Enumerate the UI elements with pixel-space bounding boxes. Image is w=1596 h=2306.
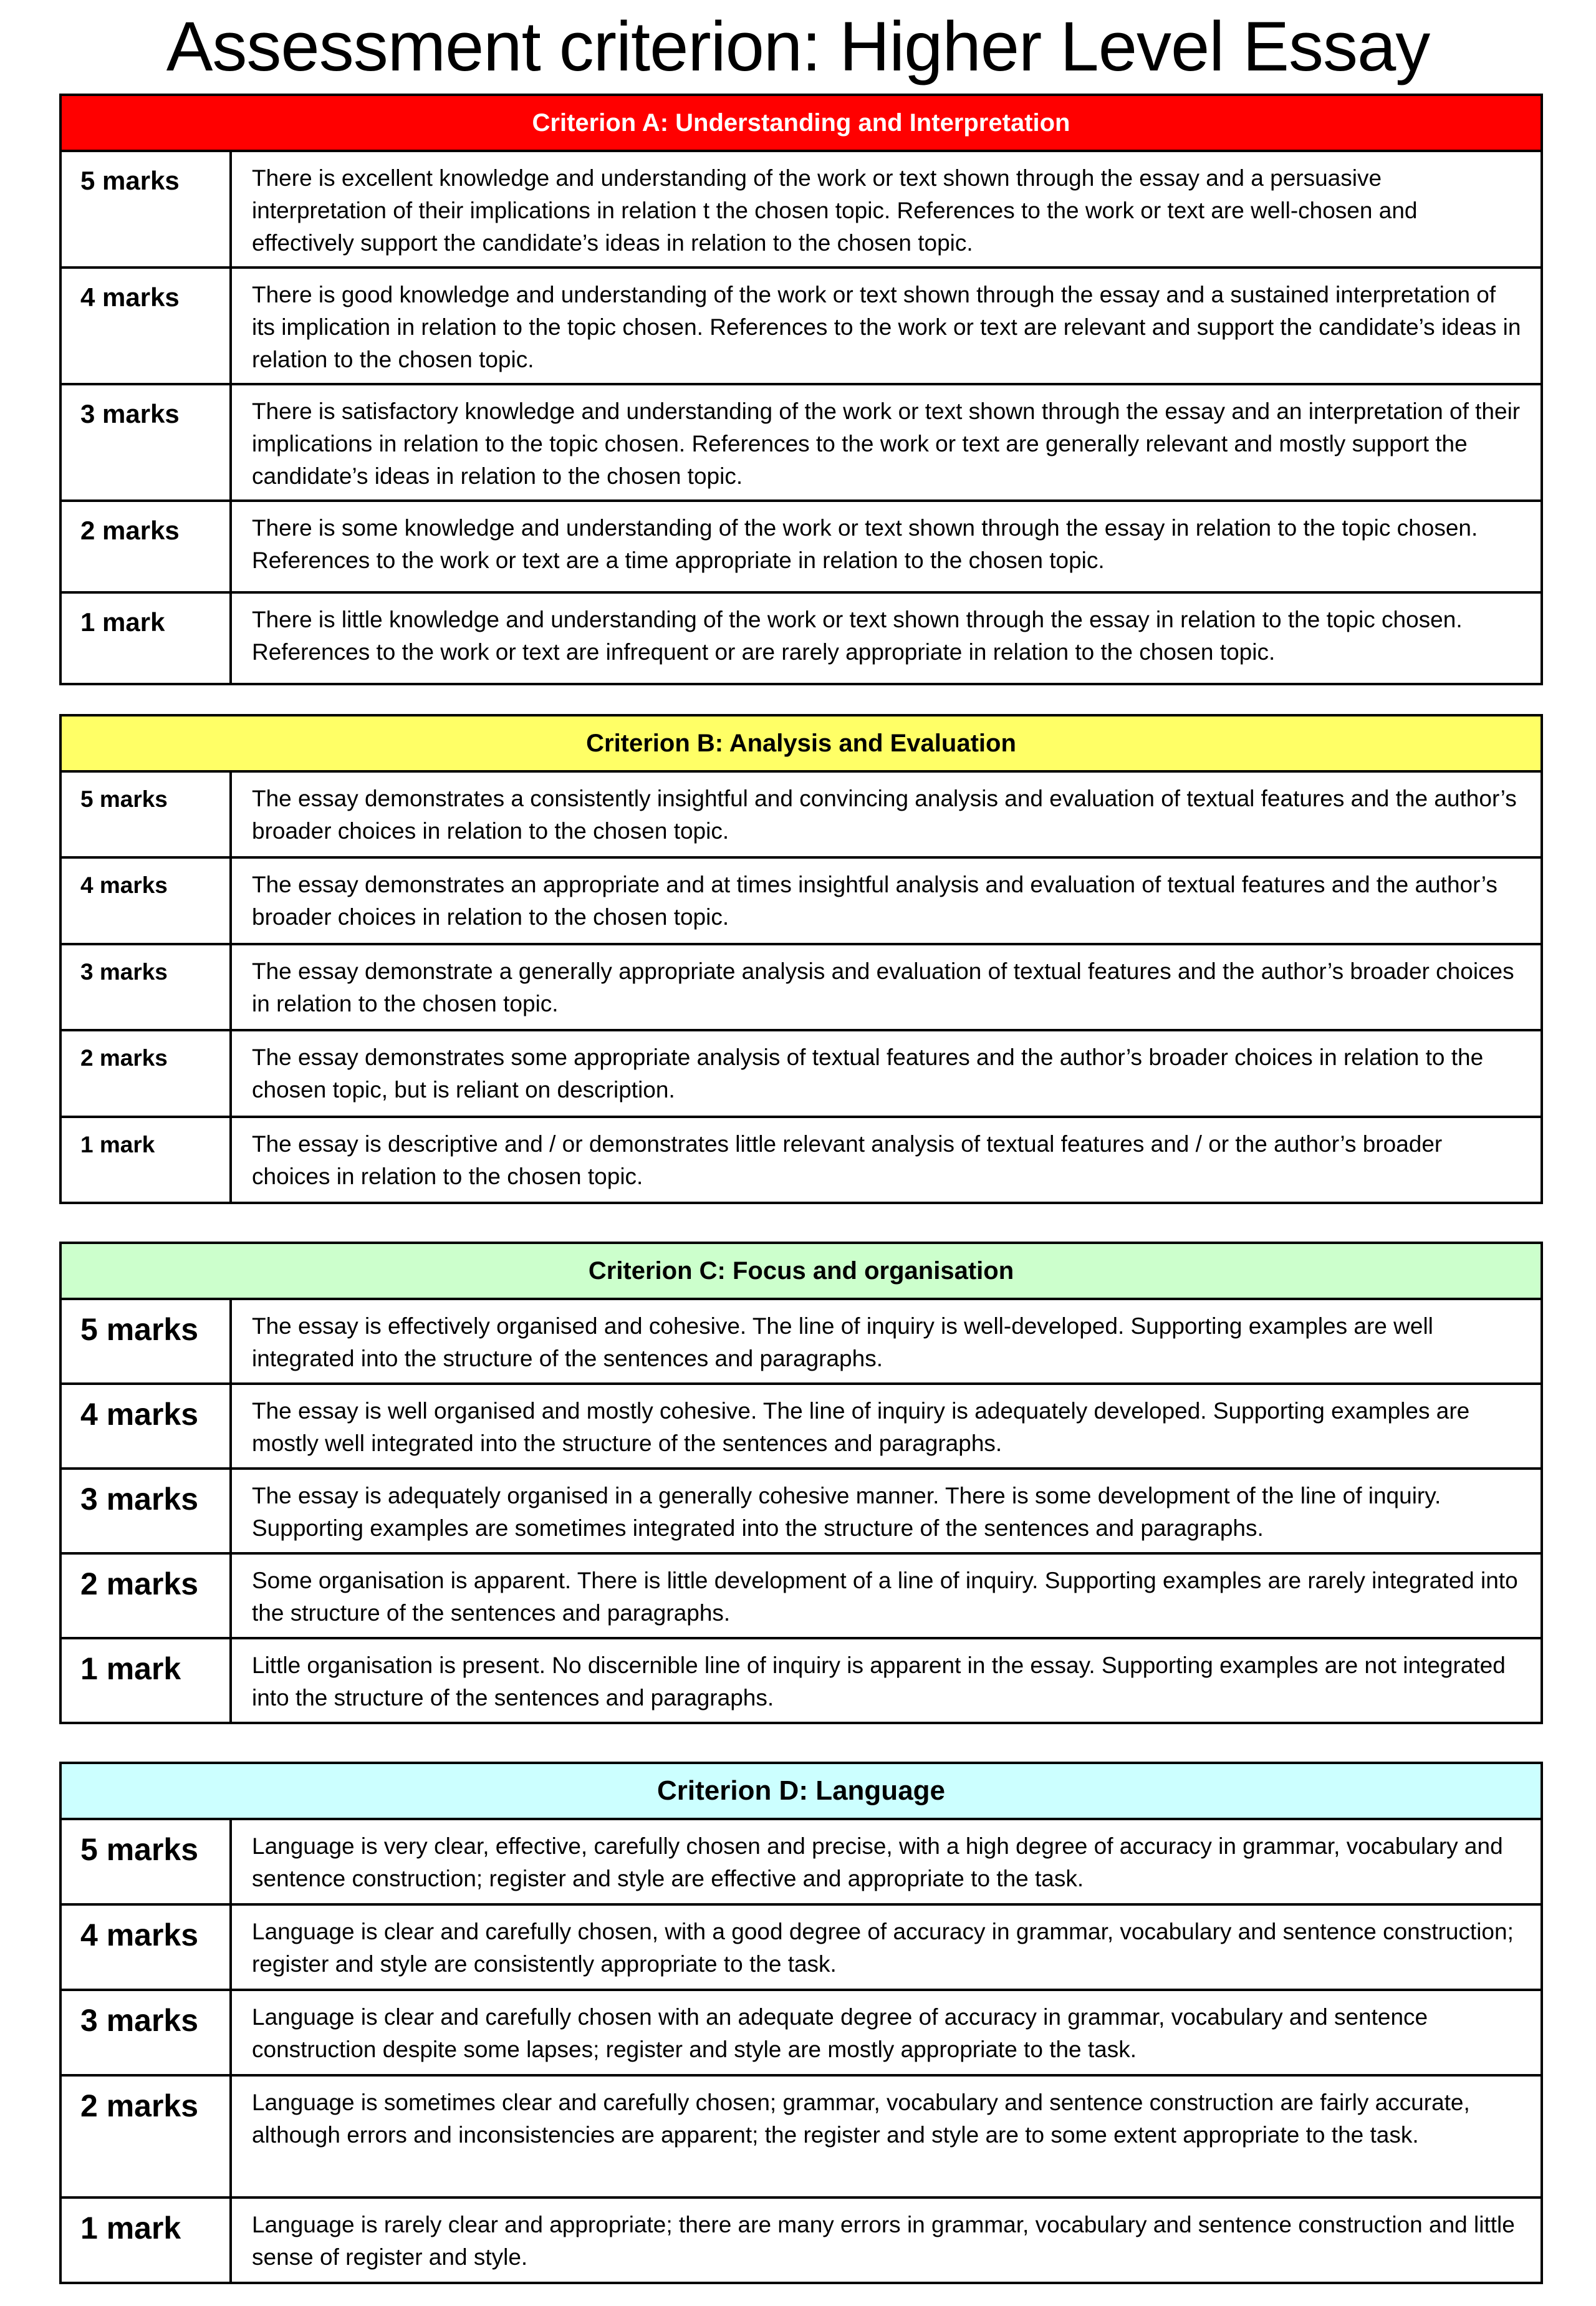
descriptor-text: The essay is well organised and mostly cohesive. The line of inquiry is adequately developed. Supporting examples are mostly well integrated into the structure of the sentences and paragraphs. [252,1398,1470,1456]
criterion-c-row-1 [62,1639,1541,1722]
descriptor-text: Language is clear and carefully chosen, with a good degree of accuracy in grammar, vocabulary and sentence construction; register and style are consistently appropriate to the task. [252,1918,1514,1977]
mark-label: 5 marks [62,1820,232,1903]
criterion-a-table [59,94,1543,685]
mark-label: 1 mark [62,594,232,683]
descriptor-text: The essay demonstrates some appropriate analysis of textual features and the author’s broader choices in relation to the chosen topic, but is reliant on description. [252,1044,1484,1103]
descriptor-text: The essay demonstrates a consistently insightful and convincing analysis and evaluation of textual features and the author’s broader choices in relation to the chosen topic. [252,786,1517,844]
criterion-c-table [59,1242,1543,1724]
descriptor-text: There is little knowledge and understanding of the work or text shown through the essay in relation to the topic chosen. References to the work or text are infrequent or are rarely appropriate in relation to the chosen topic. [252,607,1463,665]
criterion-b-row-3 [62,945,1541,1031]
criterion-b-row-1 [62,1118,1541,1202]
descriptor-text: Language is very clear, effective, carefully chosen and precise, with a high degree of accuracy in grammar, vocabulary and sentence construction; register and style are effective and appropriate to the task. [252,1833,1503,1891]
criterion-c-row-2 [62,1555,1541,1639]
descriptor-text: There is excellent knowledge and understanding of the work or text shown through the essay and a persuasive interpretation of their implications in relation t the chosen topic. References to the work or text are well-chosen and effectively support the candidate’s ideas in relation to the chosen topic. [252,165,1418,256]
descriptor-text: Language is rarely clear and appropriate; there are many errors in grammar, vocabulary and sentence construction and little sense of register and style. [252,2212,1515,2270]
mark-label: 5 marks [62,152,232,266]
descriptor-text: Language is clear and carefully chosen with an adequate degree of accuracy in grammar, vocabulary and sentence construction despite some lapses; register and style are mostly appropriate to the task. [252,2004,1428,2062]
criterion-d-header: Criterion D: Language [62,1764,1541,1820]
mark-label: 1 mark [62,1639,232,1722]
mark-label: 4 marks [62,269,232,383]
descriptor-text: There is good knowledge and understanding of the work or text shown through the essay and a sustained interpretation of its implication in relation to the topic chosen. References to the work or text are relevant and support the candidate’s ideas in relation to the chosen topic. [252,282,1521,373]
criterion-d-row-4 [62,1906,1541,1991]
criterion-d-row-5 [62,1820,1541,1906]
descriptor-text: The essay is adequately organised in a generally cohesive manner. There is some development of the line of inquiry. Supporting examples are sometimes integrated into the structure of the sentences and paragraphs. [252,1483,1441,1541]
mark-label: 2 marks [62,1031,232,1115]
criterion-a-row-4 [62,269,1541,385]
criterion-c-header: Criterion C: Focus and organisation [62,1244,1541,1300]
criterion-c-row-4 [62,1385,1541,1470]
descriptor-text: There is satisfactory knowledge and understanding of the work or text shown through the essay and an interpretation of their implications in relation to the topic chosen. References to the work or text are generally relevant and mostly support the candidate’s ideas in relation to the chosen topic. [252,398,1521,490]
criterion-c-row-3 [62,1470,1541,1555]
criterion-d-row-3 [62,1991,1541,2077]
descriptor-text: There is some knowledge and understanding of the work or text shown through the essay in relation to the topic chosen. References to the work or text are a time appropriate in relation to the chosen topic. [252,515,1478,574]
criterion-a-row-5 [62,152,1541,269]
criterion-d-row-2 [62,2077,1541,2199]
mark-label: 2 marks [62,1555,232,1637]
mark-label: 4 marks [62,1385,232,1467]
criterion-b-header: Criterion B: Analysis and Evaluation [62,716,1541,773]
descriptor-text: The essay demonstrates an appropriate and at times insightful analysis and evaluation of textual features and the author’s broader choices in relation to the chosen topic. [252,872,1497,930]
mark-label: 5 marks [62,773,232,856]
mark-label: 1 mark [62,1118,232,1202]
descriptor-text: The essay is descriptive and / or demonstrates little relevant analysis of textual features and / or the author’s broader choices in relation to the chosen topic. [252,1131,1443,1189]
mark-label: 3 marks [62,945,232,1029]
mark-label: 3 marks [62,385,232,499]
criterion-b-row-4 [62,859,1541,945]
page-title: Assessment criterion: Higher Level Essay [166,7,1430,85]
criterion-d-row-1 [62,2199,1541,2282]
mark-label: 4 marks [62,859,232,942]
mark-label: 3 marks [62,1991,232,2074]
mark-label: 2 marks [62,502,232,591]
criterion-c-row-5 [62,1300,1541,1385]
criterion-a-header: Criterion A: Understanding and Interpretation [62,96,1541,152]
descriptor-text: Language is sometimes clear and carefully chosen; grammar, vocabulary and sentence construction are fairly accurate, although errors and inconsistencies are apparent; the register and style are to some extent appropriate to the task. [252,2089,1470,2148]
criterion-a-row-2 [62,502,1541,594]
criterion-a-row-1 [62,594,1541,683]
mark-label: 3 marks [62,1470,232,1552]
descriptor-text: The essay is effectively organised and cohesive. The line of inquiry is well-developed. Supporting examples are well integrated into the structure of the sentences and paragraphs. [252,1313,1433,1371]
criterion-b-table [59,714,1543,1204]
criterion-d-table [59,1762,1543,2284]
descriptor-text: Some organisation is apparent. There is little development of a line of inquiry. Supporting examples are rarely integrated into the structure of the sentences and paragraphs. [252,1568,1518,1626]
criterion-b-row-2 [62,1031,1541,1117]
mark-label: 2 marks [62,2077,232,2197]
mark-label: 4 marks [62,1906,232,1989]
criterion-b-row-5 [62,773,1541,859]
criterion-a-row-3 [62,385,1541,502]
descriptor-text: The essay demonstrate a generally appropriate analysis and evaluation of textual features and the author’s broader choices in relation to the chosen topic. [252,958,1514,1016]
descriptor-text: Little organisation is present. No discernible line of inquiry is apparent in the essay. Supporting examples are not integrated into the structure of the sentences and paragraphs. [252,1652,1506,1710]
mark-label: 1 mark [62,2199,232,2282]
mark-label: 5 marks [62,1300,232,1382]
